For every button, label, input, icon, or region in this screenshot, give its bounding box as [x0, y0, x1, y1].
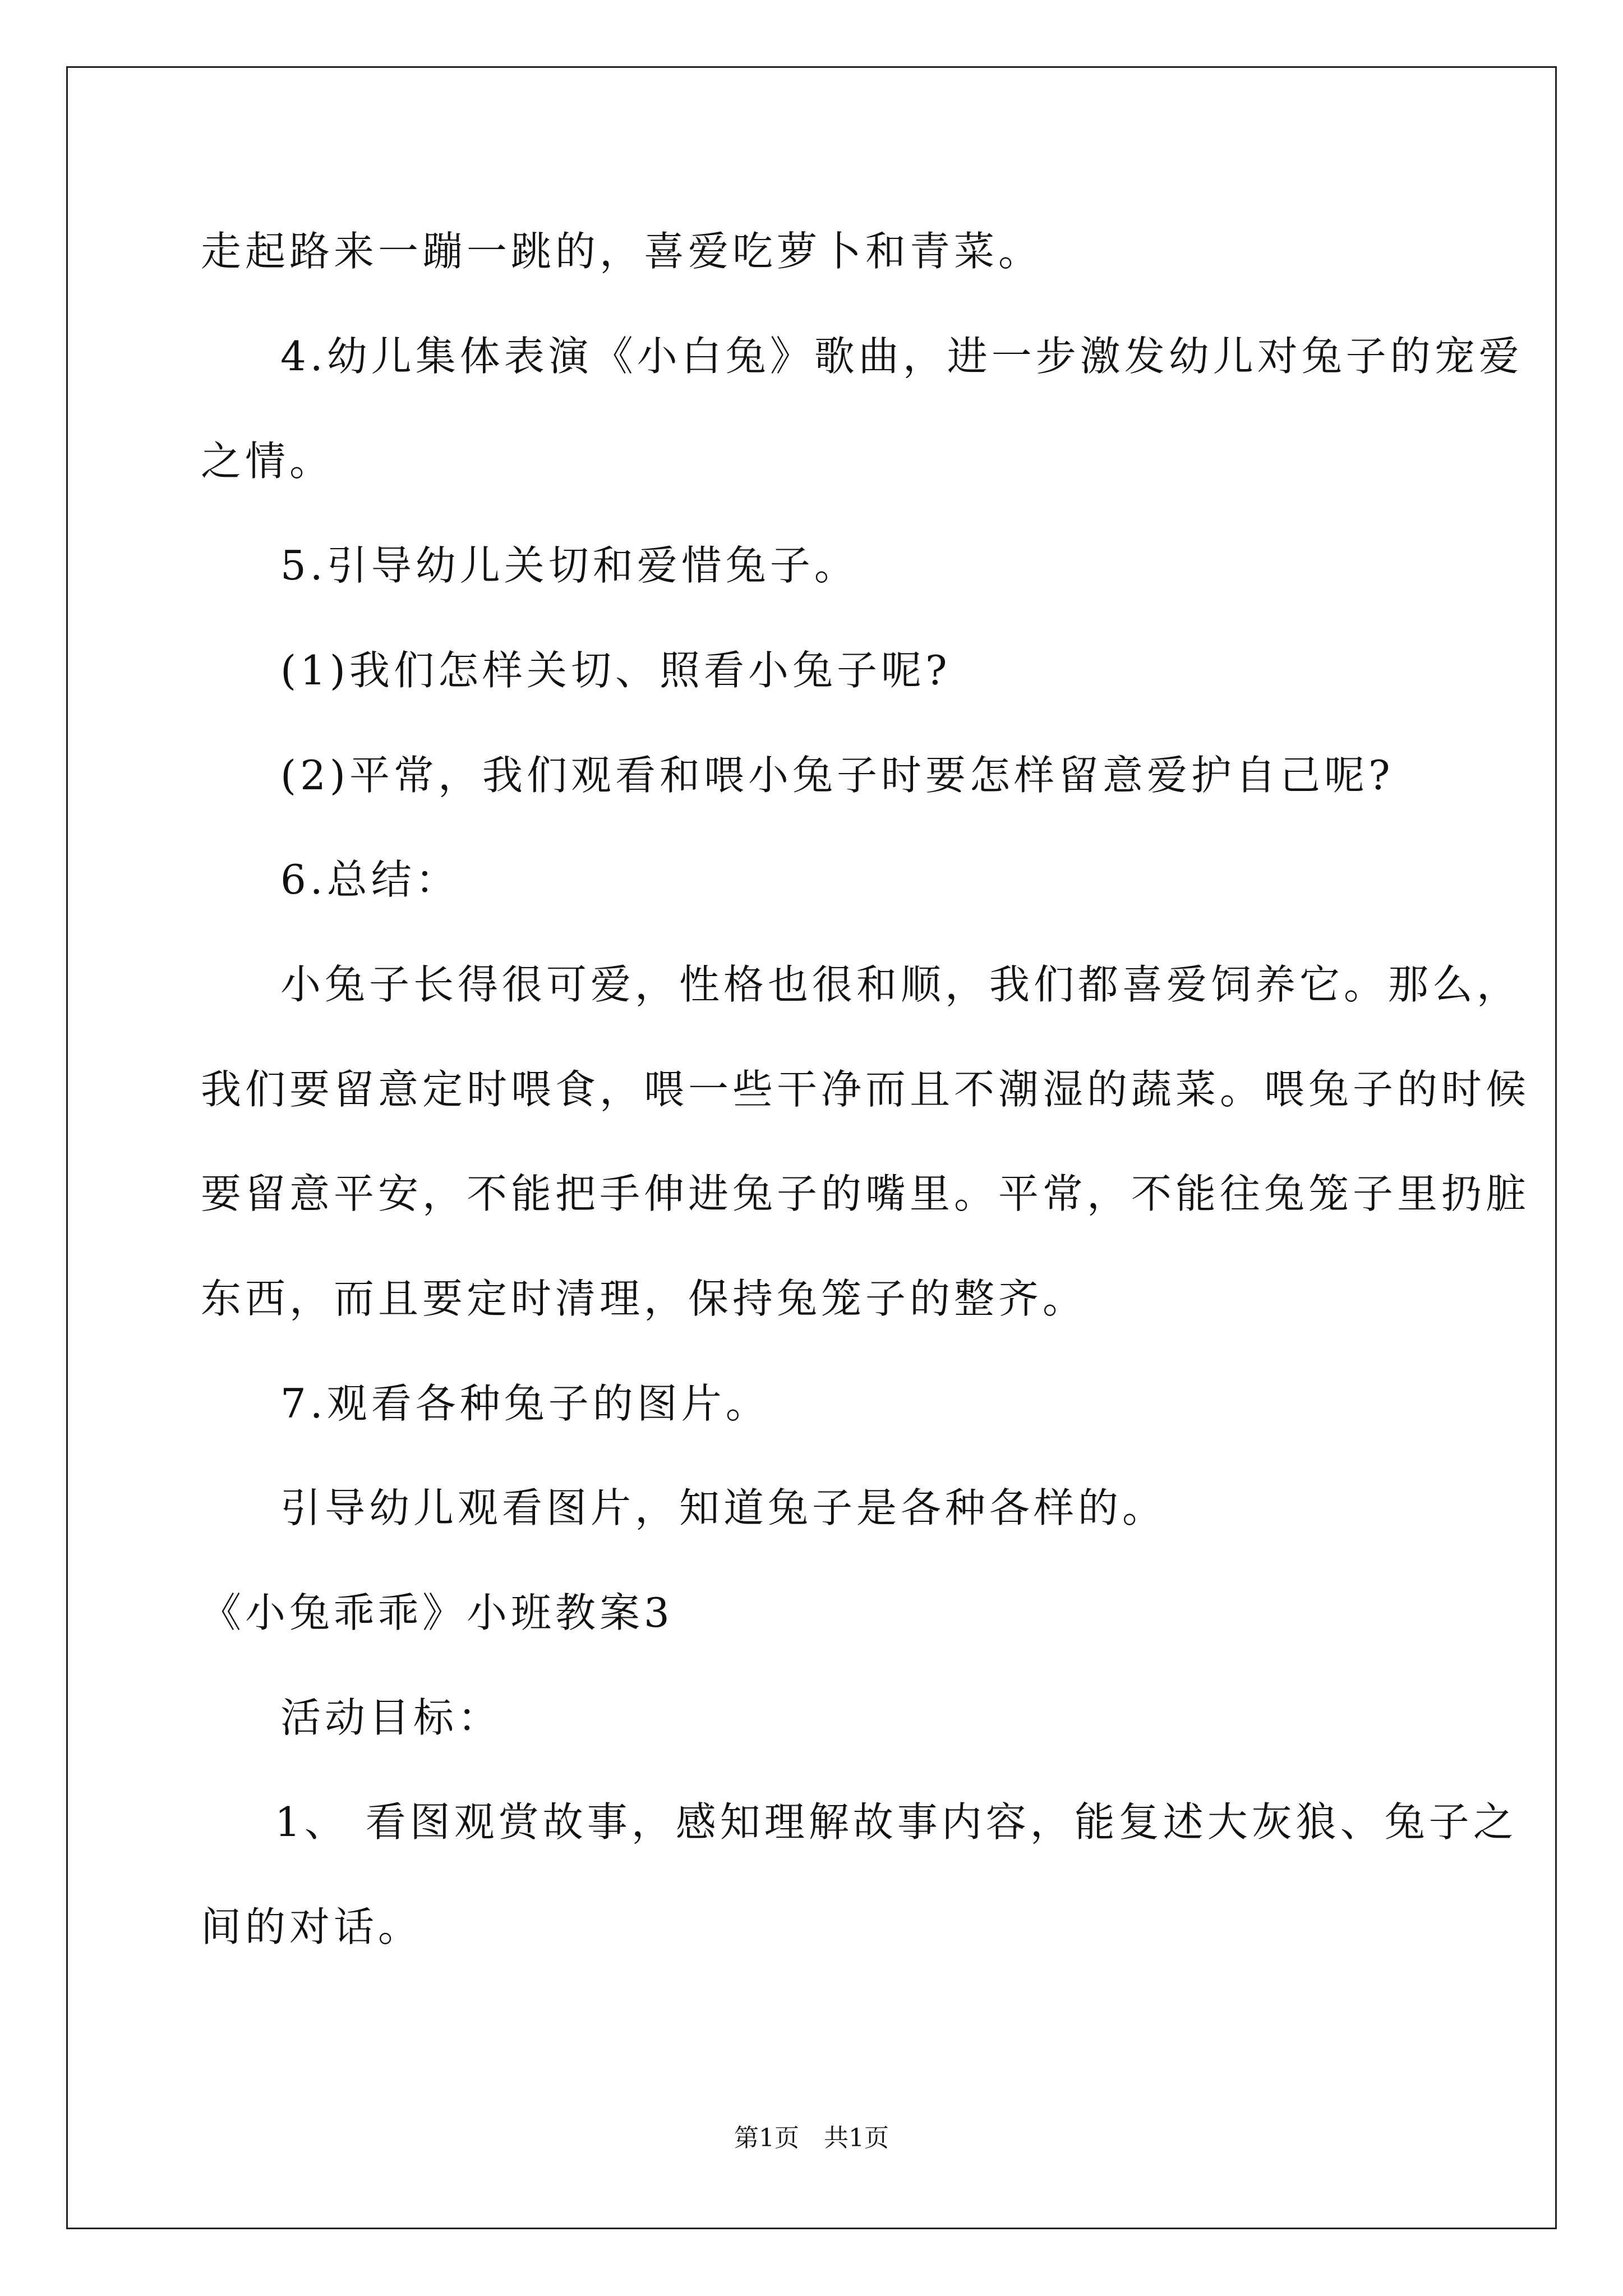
body-line-15: 活动目标：: [280, 1694, 502, 1741]
body-line-6: (2)平常，我们观看和喂小兔子时要怎样留意爱护自己呢?: [280, 752, 1394, 799]
body-line-8: 小兔子长得很可爱，性格也很和顺，我们都喜爱饲养它。那么，: [280, 961, 1521, 1008]
body-line-9: 我们要留意定时喂食，喂一些干净而且不潮湿的蔬菜。喂兔子的时候: [201, 1066, 1530, 1113]
body-line-13: 引导幼儿观看图片，知道兔子是各种各样的。: [280, 1484, 1167, 1531]
page-number: 第1页 共1页: [734, 2124, 889, 2152]
body-line-2: 4.幼儿集体表演《小白兔》歌曲，进一步激发幼儿对兔子的宠爱: [280, 333, 1523, 380]
body-line-1: 走起路来一蹦一跳的，喜爱吃萝卜和青菜。: [201, 228, 1043, 275]
body-line-17: 间的对话。: [201, 1903, 423, 1950]
body-line-3: 之情。: [201, 438, 334, 485]
body-line-4: 5.引导幼儿关切和爱惜兔子。: [280, 542, 859, 589]
body-line-7: 6.总结：: [280, 856, 460, 903]
body-line-10: 要留意平安，不能把手伸进兔子的嘴里。平常，不能往兔笼子里扔脏: [201, 1170, 1530, 1217]
body-line-11: 东西，而且要定时清理，保持兔笼子的整齐。: [201, 1275, 1087, 1322]
section-title: 《小兔乖乖》小班教案3: [201, 1589, 674, 1636]
body-line-12: 7.观看各种兔子的图片。: [280, 1380, 770, 1427]
body-line-16: 1、 看图观赏故事，感知理解故事内容，能复述大灰狼、兔子之: [275, 1798, 1518, 1846]
body-line-5: (1)我们怎样关切、照看小兔子呢?: [280, 647, 951, 694]
